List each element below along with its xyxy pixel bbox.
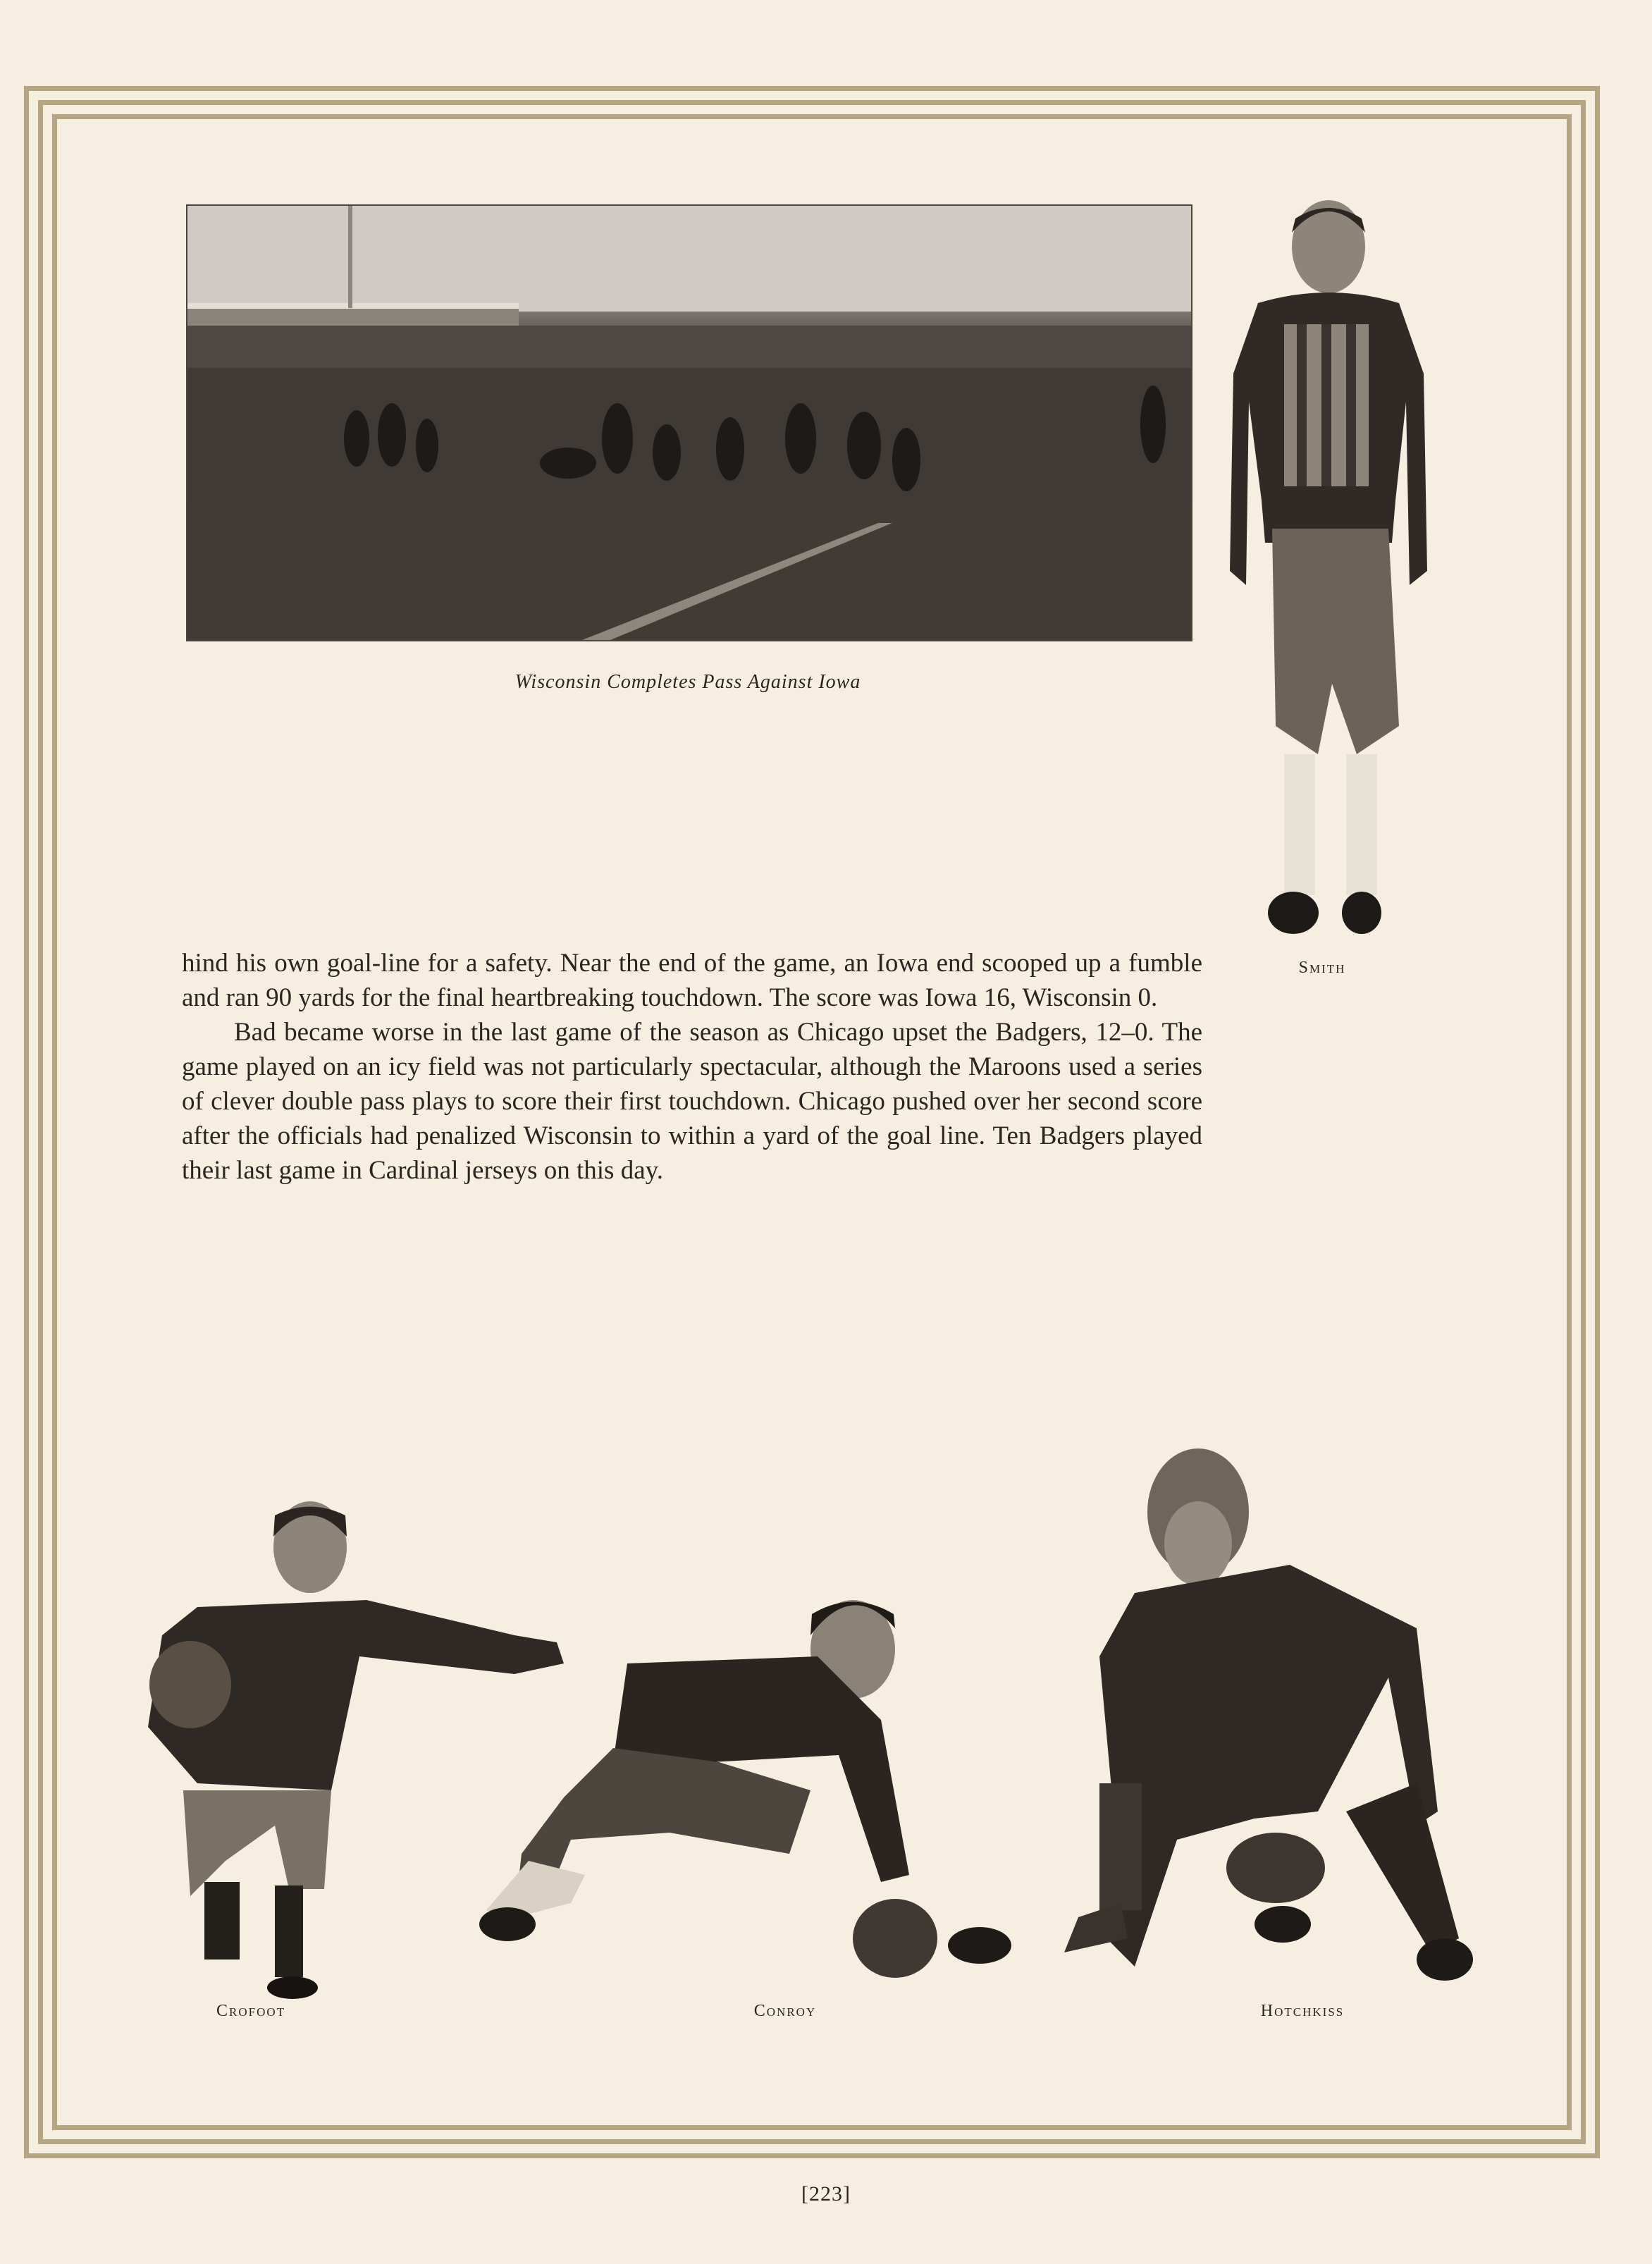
smith-label: Smith — [1298, 959, 1346, 977]
page-number: [223] — [801, 2182, 851, 2205]
hotchkiss-label: Hotchkiss — [1260, 2002, 1345, 2020]
paragraph-1: hind his own goal-line for a safety. Near the end of the game, an Iowa end scooped up a fumble and ran 90 yards for the final heartbreaking touchdown. The score was Iowa 16, Wisconsin 0. — [182, 949, 1202, 1012]
game-photo — [186, 204, 1192, 641]
hotchkiss-portrait — [1050, 1445, 1515, 2002]
conroy-portrait — [486, 1579, 1043, 2002]
crofoot-label: Crofoot — [216, 2002, 286, 2020]
paragraph-2: Bad became worse in the last game of the season as Chicago upset the Badgers, 12–0. The game played on an icy field was not particularly spectacular, although the Maroons used a series of clever double pass plays to score their first touchdown. Chicago pushed over her second score after the officials had penalized Wisconsin to within a yard of the goal line. Ten Badgers played their last game in Cardinal jerseys on this day. — [182, 1018, 1202, 1185]
article-body — [182, 946, 1202, 1188]
smith-portrait — [1205, 190, 1452, 945]
conroy-label: Conroy — [753, 2002, 817, 2020]
photo-caption: Wisconsin Completes Pass Against Iowa — [514, 671, 861, 693]
